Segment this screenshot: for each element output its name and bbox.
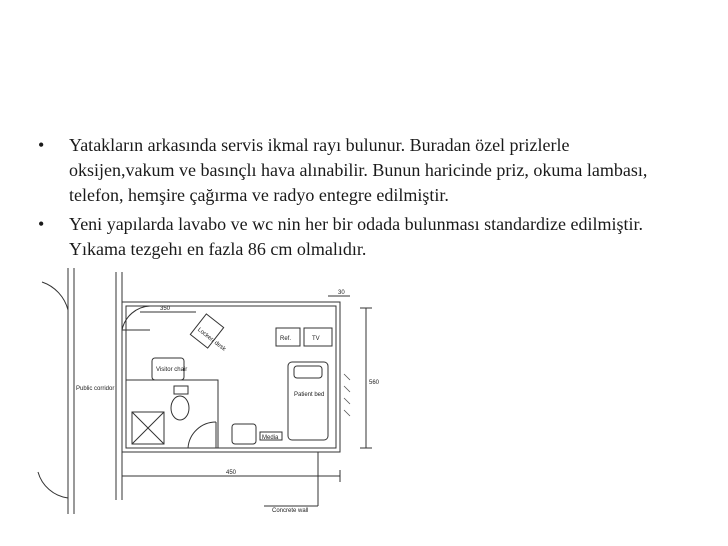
label-ref: Ref. — [280, 336, 292, 342]
dim-top: 350 — [160, 306, 171, 312]
hospital-room-floor-plan — [28, 262, 378, 518]
bullet-list — [38, 133, 678, 266]
label-patient: Patient bed — [294, 392, 325, 398]
bullet-mark: • — [38, 214, 45, 234]
dim-bottom: 450 — [226, 470, 237, 476]
dim-top-right: 30 — [338, 290, 345, 296]
bullet-item-2 — [38, 212, 678, 262]
label-wall: Concrete wall — [272, 508, 309, 514]
bullet-text: Yatakların arkasında servis ikmal rayı bulunur. Buradan özel prizlerle oksijen,vakum ve basınçlı hava alınabilir. Bunun haricinde priz, okuma lambası, telefon, hemşire çağırma ve radyo entegre edilmiştir. — [69, 135, 648, 205]
label-tv: TV — [312, 336, 320, 342]
label-locker: Locker/ desk — [196, 327, 227, 353]
label-visitor: Visitor chair — [156, 367, 188, 373]
bullet-mark: • — [38, 135, 45, 155]
label-public: Public corridor — [76, 386, 115, 392]
bullet-text: Yeni yapılarda lavabo ve wc nin her bir odada bulunması standardize edilmiştir. Yıkama tezgehı en fazla 86 cm olmalıdır. — [69, 214, 644, 259]
label-media: Media — [262, 435, 279, 441]
dim-right: 560 — [369, 380, 380, 386]
bullet-item-1 — [38, 133, 678, 208]
